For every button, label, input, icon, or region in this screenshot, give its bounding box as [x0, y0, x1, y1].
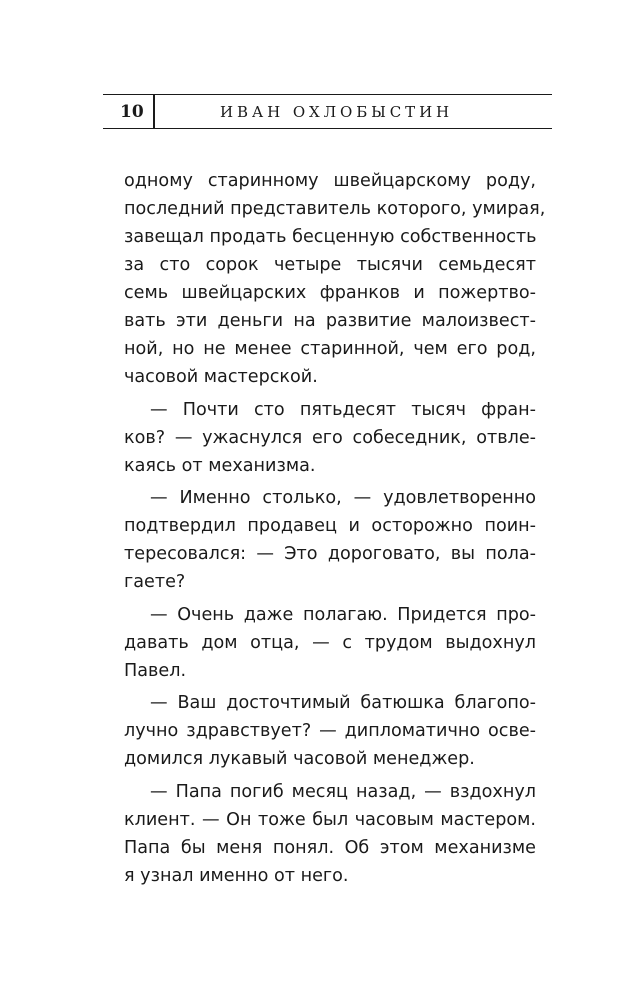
- text-line: лучно здравствует? — дипломатично осве-: [124, 721, 536, 741]
- dialogue-paragraph: [124, 484, 536, 596]
- text-line: ной, но не менее старинной, чем его род,: [124, 339, 536, 359]
- text-line: за сто сорок четыре тысячи семьдесят: [124, 255, 536, 275]
- text-line: вать эти деньги на развитие малоизвест-: [124, 311, 536, 331]
- header-bottom-rule: [103, 128, 552, 129]
- text-line: Павел.: [124, 660, 187, 681]
- text-line: — Почти сто пятьдесят тысяч фран-: [150, 399, 536, 420]
- page-number: 10: [120, 102, 144, 122]
- text-line: Папа бы меня понял. Об этом механизме: [124, 837, 536, 858]
- dialogue-paragraph: [124, 778, 536, 890]
- dialogue-paragraph: [124, 396, 536, 480]
- dialogue-paragraph: [124, 689, 536, 773]
- header-top-rule: [103, 94, 552, 95]
- text-line: — Именно столько, — удовлетворенно: [150, 488, 536, 508]
- text-line: одному старинному швейцарскому роду,: [124, 171, 536, 191]
- text-line: часовой мастерской.: [124, 367, 318, 387]
- dialogue-paragraph: [124, 601, 536, 685]
- text-line: гаете?: [124, 572, 186, 592]
- paragraph-continuation: [124, 167, 546, 391]
- header-divider: [153, 95, 155, 129]
- text-line: последний представитель которого, умирая,: [124, 199, 546, 219]
- text-line: семь швейцарских франков и пожертво-: [124, 283, 536, 303]
- text-line: тересовался: — Это дороговато, вы пола-: [124, 544, 536, 564]
- body-text: [124, 167, 546, 894]
- text-line: давать дом отца, — с трудом выдохнул: [124, 632, 536, 653]
- running-header: [103, 94, 552, 130]
- text-line: я узнал именно от него.: [124, 865, 349, 886]
- text-line: — Ваш досточтимый батюшка благопо-: [150, 693, 536, 713]
- text-line: каясь от механизма.: [124, 455, 316, 476]
- running-head-author: ИВАН ОХЛОБЫСТИН: [220, 103, 454, 121]
- text-line: домился лукавый часовой менеджер.: [124, 749, 475, 769]
- text-line: завещал продать бесценную собственность: [124, 227, 537, 247]
- text-line: ков? — ужаснулся его собеседник, отвле-: [124, 427, 536, 448]
- text-line: подтвердил продавец и осторожно поин-: [124, 516, 536, 536]
- text-line: клиент. — Он тоже был часовым мастером.: [124, 809, 536, 830]
- text-line: — Папа погиб месяц назад, — вздохнул: [150, 781, 536, 802]
- text-line: — Очень даже полагаю. Придется про-: [150, 604, 536, 625]
